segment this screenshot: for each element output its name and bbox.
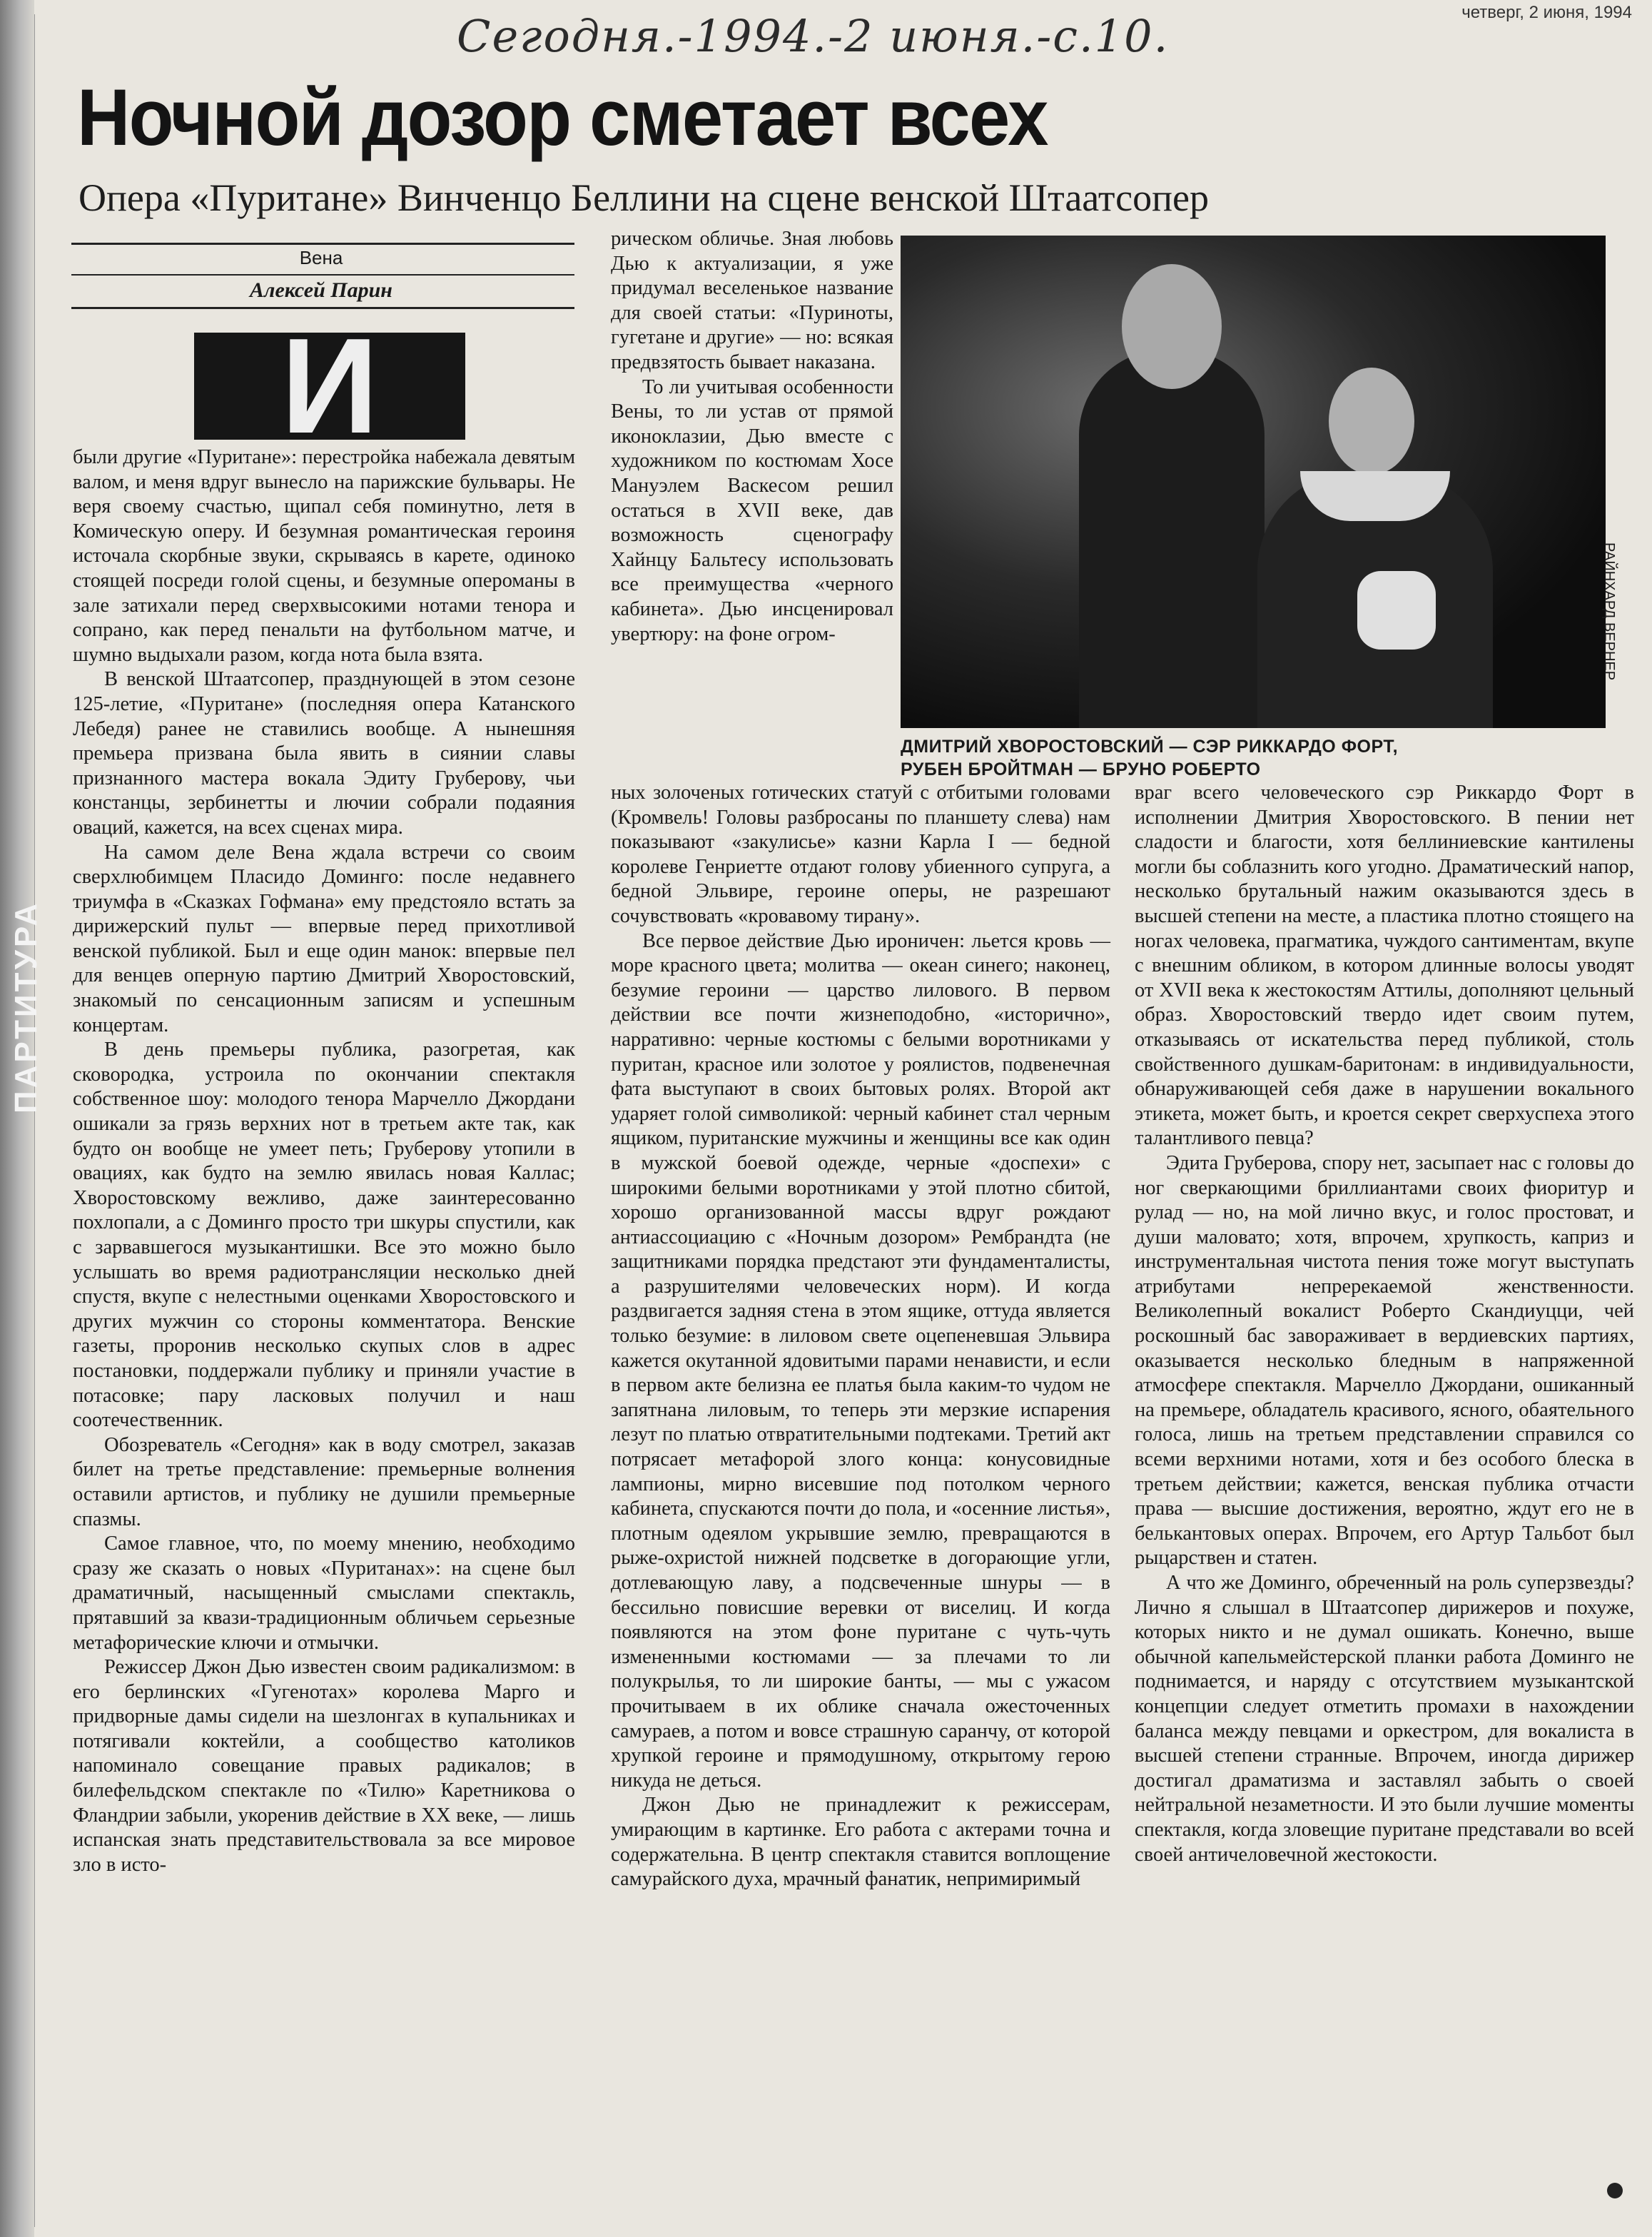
end-mark bbox=[1607, 2183, 1623, 2198]
article-paragraph: То ли учитывая особенности Вены, то ли устав от прямой иконоклазии, Дью вместе с художником по костюмам Хосе Мануэлем Васкесом решил остаться в XVII веке, дав возможность сценографу Хайнцу Бальтесу использовать все преимущества «черного кабинета». Дью инсценировал увертюру: на фоне огром- bbox=[611, 375, 893, 645]
article-paragraph: рическом обличье. Зная любовь Дью к актуализации, я уже придумал веселенькое название для своей статьи: «Пуриноты, гугетане и другие» — но: всякая предвзятость бывает наказана. bbox=[611, 228, 893, 373]
article-paragraph: А что же Доминго, обреченный на роль суперзвезды? Лично я слышал в Штаатсопер дирижеров и похуже, которых никто и не думал ошикать. Конечно, выше обычной капельмейстерской планки работа Доминго не поднимается, и наряду с отсутствием музыкантской концепции следует отметить промахи в нахождении баланса между певцами и оркестром, для вокалиста в высшей степени странные. Впрочем, иногда дирижер достигал драматизма и заставлял забыть о своей нейтральной незаметности. И это были лучшие моменты спектакля, когда зловещие пуритане представали во всей своей античеловечной жестокости. bbox=[1135, 1572, 1634, 1866]
article-paragraph: Самое главное, что, по моему мнению, необходимо сразу же сказать о новых «Пуританах»: на сцене был драматичный, насыщенный смыслами спектакль, прятавший за квази-традиционным обличьем серьезные метафорические ключи и отмычки. bbox=[73, 1532, 575, 1654]
article-paragraph: Эдита Груберова, спору нет, засыпает нас с головы до ног сверкающими бриллиантами своих фиоритур и рулад — но, на мой лично вкус, и голос простоват, и души маловато; хотя, впрочем, хрупкость, каприз и инструментальная чистота пения тоже могут выступать атрибутами непререкаемой женственности. Великолепный вокалист Роберто Скандиуцци, чей роскошный бас завораживает в вердиевских партиях, оказывается несколько бледным в напряженной атмосфере спектакля. Марчелло Джордани, ошиканный на премьере, обладатель красивого, ясного, обаятельного голоса, лишь на третьем представлении справился со всеми верхними нотами, хотя и без особого блеска в третьем действии; кажется, венская публика отчасти права — высшие достижения, вероятно, ждут его не в белькантовых операх. Впрочем, его Артур Тальбот был рыцарствен и статен. bbox=[1135, 1151, 1634, 1570]
article-paragraph: Джон Дью не принадлежит к режиссерам, умирающим в картинке. Его работа с актерами точна и содержательна. В центр спектакля ставится воплощение самурайского духа, мрачный фанатик, непримиримый bbox=[611, 1794, 1110, 1891]
article-paragraph: ных золоченых готических статуй с отбитыми головами (Кромвель! Головы разбросаны по планшету слева) нам показывают «закулисье» казни Карла I — бедной королеве Генриетте отдают голову убиенного супруга, а бедной Эльвире, героине оперы, не разрешают сочувствовать «кровавому тирану». bbox=[611, 782, 1110, 927]
article-paragraph: Обозреватель «Сегодня» как в воду смотрел, заказав билет на третье представление: премьерные волнения оставили артистов, и публику не душили премьерные спазмы. bbox=[73, 1433, 575, 1530]
caption-line-2: РУБЕН БРОЙТМАН — БРУНО РОБЕРТО bbox=[901, 759, 1261, 779]
handwritten-note: Сегодня.-1994.-2 июня.-с.10. bbox=[457, 10, 1170, 62]
photo-caption bbox=[901, 735, 1614, 781]
page-fold-line bbox=[34, 14, 35, 2227]
singer-figure-left bbox=[1079, 350, 1265, 728]
singer-face-left bbox=[1122, 264, 1222, 389]
byline-rule-top bbox=[71, 243, 574, 245]
author: Алексей Парин bbox=[250, 278, 392, 302]
article-paragraph: В день премьеры публика, разогретая, как сковородка, устроила по окончании спектакля собственное шоу: молодого тенора Марчелло Джордани ошикали за грязь верхних нот в третьем акте так, как будто он вообще не умеет петь; Груберову утопили в овациях, как будто на землю явилась новая Каллас; Хворостовскому вежливо, даже заинтересованно похлопали, а с Доминго просто три шкуры спустили, как с зарвавшегося музыкантишки. Все это можно было услышать во время радиотрансляции несколько дней спустя, вкупе с нелестными оценками Хворостовского и других мужчин со стороны комментатора. Венские газеты, проронив несколько скупых слов в адрес постановки, поддержали публику и приняли участие в потасовке; пару ласковых получил и наш соотечественник. bbox=[73, 1039, 575, 1432]
article-paragraph: На самом деле Вена ждала встречи со своим сверхлюбимцем Пласидо Доминго: после недавнего триумфа в «Сказках Гофмана» ему предстояло встать за дирижерский пульт — впервые перед прихотливой венской публикой. Был и еще один манок: впервые пел для венцев оперную партию Дмитрий Хворостовский, знакомый по сенсационным записям и успешным концертам. bbox=[73, 841, 575, 1036]
singer-face-right bbox=[1329, 368, 1414, 475]
article-paragraph: враг всего человеческого сэр Риккардо Форт в исполнении Дмитрия Хворостовского. В пении нет сладости и благости, хотя беллиниевские кантилены могли бы соблазнить кого угодно. Драматический напор, несколько брутальный нажим оказываются здесь в высшей степени на месте, а пластика плотно стоящего на ногах человека, прагматика, чуждого сантиментам, вкупе с внешним обликом, в котором длинные волосы уводят от XVII века к жестокостям Аттилы, дополняют цельный образ. Хворостовский твердо идет своим путем, отказываясь от искательства перед публикой, столь свойственного душкам-баритонам: в индивидуальности, обнаруживающей себя даже в нарушении вокального этикета, может быть, и кроется секрет сверхуспеха этого талантливого певца? bbox=[1135, 782, 1634, 1150]
rubric-label: ПАРТИТУРА bbox=[9, 900, 44, 1114]
performance-photo bbox=[901, 236, 1606, 728]
prop-head bbox=[1357, 571, 1436, 650]
article-paragraph: Режиссер Джон Дью известен своим радикализмом: в его берлинских «Гугенотах» королева Марго и придворные дамы сидели на шезлонгах в купальниках и потягивали коктейли, а сообщество католиков напоминало совещание правых радикалов; в билефельдском спектакле по «Тилю» Каретникова о Фландрии забыли, укоренив действие в XX веке, — лишь испанская знать представительствовала за все мировое зло в исто- bbox=[73, 1656, 575, 1876]
byline-rule-mid bbox=[71, 274, 574, 276]
article-paragraph: В венской Штаатсопер, празднующей в этом сезоне 125-летие, «Пуритане» (последняя опера Катанского Лебедя) ранее не ставились вообще. А нынешняя премьера призвана была явить в сиянии славы признанного мастера вокала Эдиту Груберову, чьи констанцы, зербинетты и лючии собрали подаяния оваций, кажется, на всех сценах мира. bbox=[73, 668, 575, 839]
city: Вена bbox=[299, 247, 343, 268]
dateline: четверг, 2 июня, 1994 bbox=[1461, 3, 1632, 22]
photo-credit: РАЙНХАРД ВЕРНЕР bbox=[1601, 542, 1617, 681]
subheadline: Опера «Пуритане» Винченцо Беллини на сцене венской Штаатсопер bbox=[78, 176, 1209, 219]
article-column-2-top bbox=[611, 227, 893, 777]
article-paragraph: были другие «Пуритане»: перестройка набежала девятым валом, и меня вдруг вынесло на парижские бульвары. Не веря своему счастью, щипал себя поминутно, летя в Комическую оперу. И безумная романтическая героиня источала скорбные звуки, скрываясь в карете, одиноко стоящей посреди голой сцены, и безумные опероманы в зале затихали перед сверхвысокими нотами тенора и сопрано, как перед пенальти на футбольном матче, и шумно выдыхали разом, когда нота была взята. bbox=[73, 446, 575, 666]
byline-rule-bottom bbox=[71, 307, 574, 309]
article-column-2 bbox=[611, 781, 1110, 2230]
drop-cap: И bbox=[194, 333, 465, 440]
article-column-1 bbox=[73, 445, 575, 2230]
caption-line-1: ДМИТРИЙ ХВОРОСТОВСКИЙ — СЭР РИККАРДО ФОРТ, bbox=[901, 737, 1399, 757]
rubric-strip bbox=[0, 0, 34, 2237]
article-column-3 bbox=[1135, 781, 1634, 2230]
article-paragraph: Все первое действие Дью ироничен: льется кровь — море красного цвета; молитва — океан синего; наконец, безумие героини — царство лилового. В первом действии все почти жизнеподобно, «исторично», нарративно: черные костюмы с белыми воротниками у пуритан, красное или золотое у роялистов, подвенечная фата выступают в своих бытовых ролях. Второй акт ударяет голой символикой: черный кабинет стал черным ящиком, пуританские мужчины и женщины все как один в мужской боевой одежде, черные «доспехи» с широкими белыми воротниками у этой плотно сбитой, хорошо организованной массы вдруг рождают антиассоциацию с «Ночным дозором» Рембрандта (не защитниками порядка предстают эти фундаменталисты, а разрушителями человеческих норм). И когда раздвигается задняя стена в этом ящике, оттуда является только безумие: в лиловом свете оцепеневшая Эльвира кажется окутанной ядовитыми парами ненависти, и если в первом акте белизна ее платья была каким-то чудом не запятнана лиловым, то теперь эти мерзкие испарения лезут по платью отвратительными подтеками. Третий акт потрясает метафорой злого конца: конусовидные лампионы, мирно висевшие под потолком черного кабинета, спускаются почти до пола, и «осенние листья», плотным одеялом укрывшие землю, превращаются в рыже-охристой нижней подсветке в догорающие угли, дотлевающую лаву, а подсвеченные шнуры — в бессильно повисшие веревки от виселиц. И когда появляются на этом фоне пуритане с чуть-чуть измененными костюмами — за плечами то ли полукрылья, то ли широкие банты, — мы с ужасом прочитываем в их облике сначала ожесточенных самураев, а потом и вовсе страшную саранчу, от которой хрупкой героине и прямодушному, открытому герою никуда не деться. bbox=[611, 929, 1110, 1792]
headline: Ночной дозор сметает всех bbox=[77, 73, 1048, 162]
